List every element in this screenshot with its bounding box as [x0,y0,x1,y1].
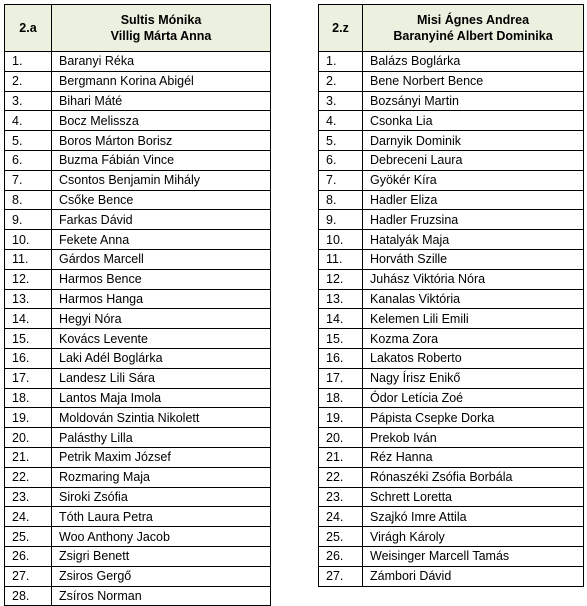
table-row [319,289,584,309]
table-row [5,190,271,210]
student-name: Lakatos Roberto [363,348,584,368]
row-number: 2. [319,71,363,91]
student-name: Bene Norbert Bence [363,71,584,91]
student-name: Csonka Lia [363,111,584,131]
table-row [5,269,271,289]
student-name: Gyökér Kíra [363,170,584,190]
class-label: 2.z [319,5,363,52]
row-number: 12. [319,269,363,289]
table-row [319,269,584,289]
row-number: 1. [5,52,52,72]
table-row [5,249,271,269]
table-row [5,447,271,467]
row-number: 6. [319,150,363,170]
student-name: Bihari Máté [52,91,271,111]
table-row [319,388,584,408]
student-name: Schrett Loretta [363,487,584,507]
table-row [5,111,271,131]
table-row [5,586,271,606]
student-name: Virágh Károly [363,527,584,547]
table-row [5,408,271,428]
row-number: 8. [5,190,52,210]
student-name: Nagy Írisz Enikő [363,368,584,388]
row-number: 27. [5,566,52,586]
table-row [319,210,584,230]
row-number: 21. [5,447,52,467]
table-row [5,210,271,230]
row-number: 7. [5,170,52,190]
student-name: Csőke Bence [52,190,271,210]
table-row [319,190,584,210]
table-row [319,111,584,131]
table-row [319,170,584,190]
table-row [319,91,584,111]
student-name: Zámbori Dávid [363,566,584,586]
row-number: 28. [5,586,52,606]
teacher-name: Misi Ágnes Andrea [416,13,530,27]
student-name: Weisinger Marcell Tamás [363,546,584,566]
student-name: Hatalyák Maja [363,230,584,250]
row-number: 22. [5,467,52,487]
row-number: 8. [319,190,363,210]
student-name: Hadler Fruzsina [363,210,584,230]
student-name: Boros Márton Borisz [52,131,271,151]
row-number: 25. [5,527,52,547]
table-row [5,150,271,170]
table-row [319,230,584,250]
row-number: 24. [5,507,52,527]
student-name: Darnyik Dominik [363,131,584,151]
student-name: Hegyi Nóra [52,309,271,329]
table-row [5,507,271,527]
student-name: Palásthy Lilla [52,428,271,448]
table-row [319,507,584,527]
table-row [319,309,584,329]
student-name: Bozsányi Martin [363,91,584,111]
table-row [319,546,584,566]
row-number: 26. [319,546,363,566]
row-number: 23. [319,487,363,507]
student-name: Rozmaring Maja [52,467,271,487]
student-name: Farkas Dávid [52,210,271,230]
row-number: 25. [319,527,363,547]
student-name: Baranyi Réka [52,52,271,72]
table-row [5,91,271,111]
student-name: Tóth Laura Petra [52,507,271,527]
row-number: 3. [319,91,363,111]
row-number: 15. [5,329,52,349]
row-number: 27. [319,566,363,586]
row-number: 18. [5,388,52,408]
student-name: Bergmann Korina Abigél [52,71,271,91]
table-row [319,71,584,91]
row-number: 4. [5,111,52,131]
student-name: Rónaszéki Zsófia Borbála [363,467,584,487]
student-name: Harmos Hanga [52,289,271,309]
student-name: Kelemen Lili Emili [363,309,584,329]
class-2z-body [319,5,584,587]
table-row [5,131,271,151]
row-number: 11. [319,249,363,269]
row-number: 9. [5,210,52,230]
student-name: Zsiros Gergő [52,566,271,586]
student-name: Csontos Benjamin Mihály [52,170,271,190]
table-row [5,230,271,250]
student-name: Moldován Szintia Nikolett [52,408,271,428]
row-number: 20. [5,428,52,448]
student-name: Zsíros Norman [52,586,271,606]
table-row [5,52,271,72]
table-row [319,131,584,151]
row-number: 1. [319,52,363,72]
student-name: Siroki Zsófia [52,487,271,507]
student-name: Fekete Anna [52,230,271,250]
table-row [5,428,271,448]
row-number: 16. [319,348,363,368]
row-number: 3. [5,91,52,111]
student-name: Juhász Viktória Nóra [363,269,584,289]
table-row [5,71,271,91]
table-row [319,408,584,428]
row-number: 26. [5,546,52,566]
table-row [319,447,584,467]
row-number: 19. [319,408,363,428]
table-row [5,546,271,566]
student-name: Horváth Szille [363,249,584,269]
teacher-name: Baranyiné Albert Dominika [393,29,553,43]
row-number: 5. [319,131,363,151]
class-2a-table [4,4,271,606]
table-row [319,428,584,448]
class-2z-header-row [319,5,584,52]
table-row [5,388,271,408]
student-name: Kanalas Viktória [363,289,584,309]
student-name: Kozma Zora [363,329,584,349]
table-row [319,487,584,507]
table-row [319,52,584,72]
student-name: Zsigri Benett [52,546,271,566]
table-row [319,527,584,547]
table-row [5,329,271,349]
table-row [5,170,271,190]
student-name: Pápista Csepke Dorka [363,408,584,428]
row-number: 15. [319,329,363,349]
row-number: 21. [319,447,363,467]
row-number: 10. [5,230,52,250]
row-number: 14. [5,309,52,329]
row-number: 23. [5,487,52,507]
row-number: 10. [319,230,363,250]
student-name: Réz Hanna [363,447,584,467]
row-number: 6. [5,150,52,170]
row-number: 12. [5,269,52,289]
row-number: 20. [319,428,363,448]
table-row [5,289,271,309]
table-row [5,368,271,388]
student-name: Szajkó Imre Attila [363,507,584,527]
row-number: 13. [5,289,52,309]
row-number: 22. [319,467,363,487]
row-number: 9. [319,210,363,230]
table-row [5,348,271,368]
student-name: Hadler Eliza [363,190,584,210]
student-name: Ódor Letícia Zoé [363,388,584,408]
row-number: 13. [319,289,363,309]
class-label: 2.a [5,5,52,52]
table-row [5,487,271,507]
student-name: Petrik Maxim József [52,447,271,467]
row-number: 17. [319,368,363,388]
row-number: 17. [5,368,52,388]
student-name: Debreceni Laura [363,150,584,170]
row-number: 2. [5,71,52,91]
table-row [5,309,271,329]
student-name: Harmos Bence [52,269,271,289]
student-name: Landesz Lili Sára [52,368,271,388]
table-row [5,527,271,547]
row-number: 24. [319,507,363,527]
table-row [5,566,271,586]
class-2a-header-row [5,5,271,52]
teacher-name: Sultis Mónika [120,13,202,27]
table-row [319,329,584,349]
student-name: Woo Anthony Jacob [52,527,271,547]
row-number: 14. [319,309,363,329]
class-2a-body [5,5,271,606]
row-number: 7. [319,170,363,190]
student-name: Prekob Iván [363,428,584,448]
row-number: 11. [5,249,52,269]
student-name: Balázs Boglárka [363,52,584,72]
student-name: Buzma Fábián Vince [52,150,271,170]
table-row [319,566,584,586]
row-number: 16. [5,348,52,368]
row-number: 5. [5,131,52,151]
table-row [319,348,584,368]
row-number: 18. [319,388,363,408]
student-name: Kovács Levente [52,329,271,349]
class-2z-table [318,4,584,587]
student-name: Bocz Melissza [52,111,271,131]
student-name: Gárdos Marcell [52,249,271,269]
table-row [319,249,584,269]
teachers-cell [52,5,271,52]
table-row [319,150,584,170]
row-number: 19. [5,408,52,428]
student-name: Lantos Maja Imola [52,388,271,408]
table-row [319,368,584,388]
student-name: Laki Adél Boglárka [52,348,271,368]
table-row [319,467,584,487]
row-number: 4. [319,111,363,131]
table-row [5,467,271,487]
teacher-name: Villig Márta Anna [110,29,212,43]
teachers-cell [363,5,584,52]
